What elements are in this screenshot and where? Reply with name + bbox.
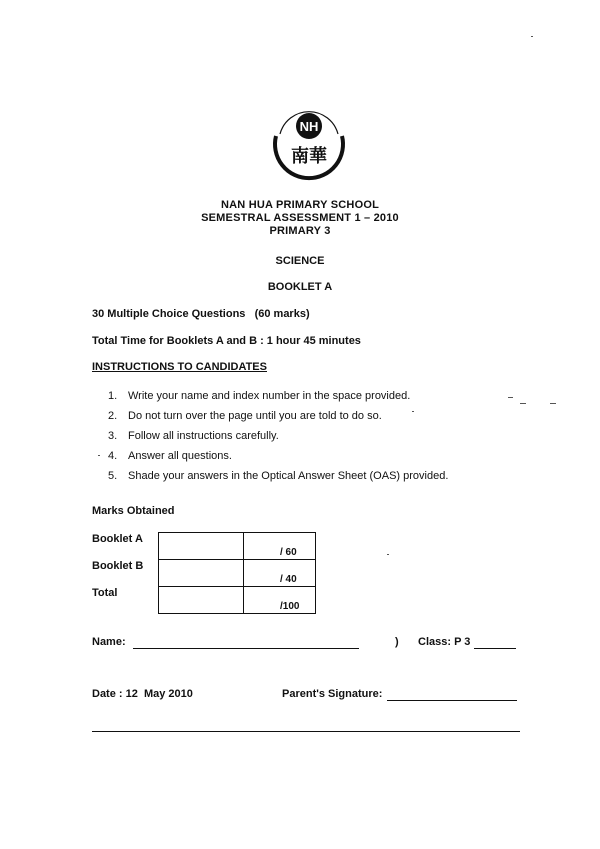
scan-speck — [550, 403, 556, 404]
list-item — [108, 406, 528, 426]
table-row — [159, 587, 316, 614]
instruction-text: Do not turn over the page until you are told to do so. — [128, 410, 382, 422]
school-header — [0, 199, 600, 238]
parent-signature-label: Parent's Signature: — [282, 688, 383, 700]
marks-row-label: Total — [92, 587, 118, 599]
instruction-text: Follow all instructions carefully. — [128, 430, 279, 442]
instruction-number: 1. — [108, 390, 118, 402]
marks-row-label: Booklet B — [92, 560, 144, 572]
instruction-number: 4. — [108, 450, 118, 462]
exam-date: Date : 12 May 2010 — [92, 688, 193, 700]
instruction-number: 5. — [108, 470, 118, 482]
marks-score-cell — [159, 587, 244, 614]
name-label: Name: — [92, 636, 126, 648]
subject-title: SCIENCE — [275, 255, 325, 267]
signature-field-line[interactable] — [387, 700, 517, 701]
assessment-title: SEMESTRAL ASSESSMENT 1 – 2010 — [201, 212, 399, 224]
marks-max-cell: /100 — [244, 587, 316, 614]
scan-speck — [98, 455, 100, 456]
instruction-number: 3. — [108, 430, 118, 442]
bottom-divider — [92, 731, 520, 732]
list-item — [108, 446, 528, 466]
scan-speck — [531, 36, 533, 37]
time-info: Total Time for Booklets A and B : 1 hour 45 minutes — [92, 335, 361, 347]
marks-table — [158, 532, 316, 614]
scan-speck — [508, 397, 513, 398]
school-name: NAN HUA PRIMARY SCHOOL — [221, 199, 379, 211]
marks-max-cell: / 60 — [244, 533, 316, 560]
marks-obtained-title: Marks Obtained — [92, 505, 175, 517]
class-label: Class: P 3 — [418, 636, 471, 648]
logo-initials: NH — [299, 119, 319, 134]
logo-chinese-name: 南華 — [291, 146, 327, 167]
scan-speck — [520, 403, 526, 404]
scan-speck — [412, 411, 414, 412]
instruction-text: Shade your answers in the Optical Answer Sheet (OAS) provided. — [128, 470, 449, 482]
closing-parenthesis: ) — [395, 636, 399, 648]
scan-speck — [387, 554, 389, 555]
marks-row-label: Booklet A — [92, 533, 143, 545]
instruction-text: Write your name and index number in the space provided. — [128, 390, 411, 402]
table-row — [159, 560, 316, 587]
school-logo — [266, 104, 352, 190]
marks-score-cell — [159, 533, 244, 560]
booklet-title: BOOKLET A — [267, 281, 333, 293]
instructions-list — [108, 386, 528, 486]
instructions-title: INSTRUCTIONS TO CANDIDATES — [92, 361, 267, 373]
list-item — [108, 466, 528, 486]
marks-max-cell: / 40 — [244, 560, 316, 587]
list-item — [108, 426, 528, 446]
list-item — [108, 386, 528, 406]
instruction-number: 2. — [108, 410, 118, 422]
mcq-info: 30 Multiple Choice Questions (60 marks) — [92, 308, 310, 320]
name-field-line[interactable] — [133, 648, 359, 649]
primary-level: PRIMARY 3 — [269, 225, 331, 237]
marks-score-cell — [159, 560, 244, 587]
class-field-line[interactable] — [474, 648, 516, 649]
table-row — [159, 533, 316, 560]
instruction-text: Answer all questions. — [128, 450, 232, 462]
